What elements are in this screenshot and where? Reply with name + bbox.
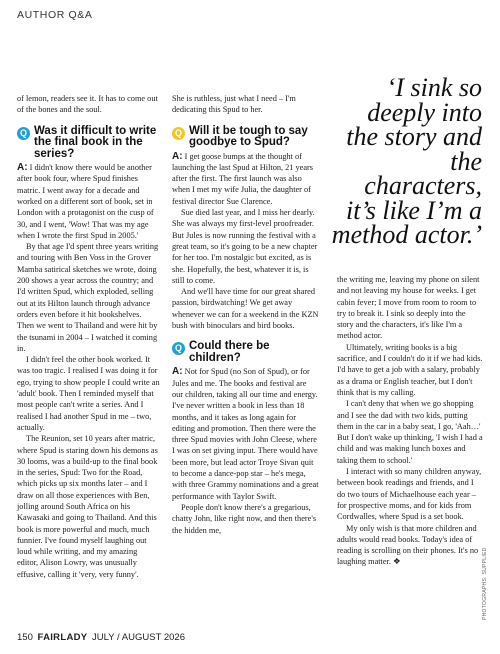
body-paragraph: I can't deny that when we go shopping and I see the dad with two kids, putting them in the car in a baby seat, I go, 'Aah…' But I don't wake up thinking, 'I wish I had a child and was making lunch boxes and taking them to school.' (337, 399, 483, 465)
answer-paragraph (172, 151, 319, 207)
issue-date: JULY / AUGUST 2026 (92, 632, 185, 643)
question-badge-icon: Q (172, 127, 185, 140)
answer-label: A: (172, 366, 183, 378)
answer-text: Not for Spud (no Son of Spud), or for Jules and me. The books and festival are our children, taking all our time and energy. I've never written a book in less than 18 months, and it takes as long again for editing and promotion. Then there were the three Spud movies with John Cleese, where I was on set giving input. There would have been more, but lead actor Troye Sivan quit to become a dance-pop star – he's mega, with three Grammy nominations and a great performance with Taylor Swift. (172, 367, 319, 501)
body-paragraph: the writing me, leaving my phone on silent and not leaving my house for weeks. I get cabin fever; I move from room to room to try to break it. I sink so deeply into the story and the characters, it's like I'm a method actor. (337, 275, 480, 341)
page-footer (17, 632, 185, 643)
final-paragraph-text: My only wish is that more children and adults would read books. Today's idea of reading is scrolling on their phones. It's no laughing matter. (337, 523, 479, 567)
body-paragraph: And we'll have time for our great shared passion, birdwatching! We get away whenever we can for a weekend in the KZN bush with binoculars and bird books. (172, 287, 319, 331)
question-heading-1 (17, 126, 160, 161)
answer-label: A: (172, 150, 183, 162)
body-paragraph: I didn't feel the other book worked. It was too tragic. I realised I was doing it for ego, trying to show people I could write an 'adult' book. Then I reminded myself that most people can't write a series. And I realised I had another Spud in me – two, actually. (17, 355, 160, 432)
question-heading-2 (172, 126, 319, 149)
answer-text: I get goose bumps at the thought of launching the last Spud at Hilton, 21 years after the first. The first launch was also when I met my wife Julia, the daughter of festival director Sue Clarence. (172, 151, 314, 206)
body-paragraph: Ultimately, writing books is a big sacrifice, and I couldn't do it if we had kids. I'd have to get a job with a salary, probably as a drama or English teacher, but I don't think that is my calling. (337, 342, 483, 397)
col1-lead-paragraph: of lemon, readers see it. It has to come out of the bones and the soul. (17, 94, 158, 115)
answer-paragraph (172, 366, 319, 502)
question-heading-3 (172, 341, 319, 364)
answer-text: I didn't know there would be another after book four, where Spud finishes matric. I went away for a decade and worked on a different sort of book, set in London with a protagonist on the cusp of 30, and I went, 'Wow! That was my age when I wrote the first Spud in 2005.' (17, 163, 154, 240)
body-paragraph: Sue died last year, and I miss her dearly. She was always my first-level proofreader. But Jules is now running the festival with a great team, so it's going to be a new chapter for her too. I'm nostalgic but excited, as is she. Hopefully, the best, whatever it is, is still to come. (172, 208, 318, 285)
column-1 (17, 93, 160, 580)
page-number: 150 (17, 632, 33, 643)
body-paragraph: The Reunion, set 10 years after matric, where Spud is staring down his demons as 30 looms, was a build-up to the final book in the series, Spud: Two for the Road, which picks up six months later – and I draw on all those experiences with Ben, jolling around South Africa on his Kawasaki and going to Thailand. And this book is more powerful and much, much funnier. I've found myself laughing out loud while writing, and my amazing editor, Alison Lowry, was unusually effusive, calling it 'very, very funny'. (17, 434, 158, 579)
end-mark-icon: ❖ (393, 557, 401, 567)
answer-paragraph (17, 162, 160, 241)
final-paragraph (337, 523, 483, 568)
question-title: Will it be tough to say goodbye to Spud? (189, 124, 308, 149)
body-paragraph: By that age I'd spent three years writing and touring with Ben Voss in the Grover Mamba satirical sketches we wrote, doing 200 shows a year across the country; and I'd written Spud, which exploded, selling out at its Hilton launch through advance orders even before it hit bookshelves. Then we went to Thailand and were hit by the tsunami in 2004 – I watched it coming in. (17, 242, 159, 353)
body-paragraph: People don't know there's a gregarious, chatty John, like right now, and then there's the hidden me, (172, 502, 317, 535)
answer-label: A: (17, 162, 28, 174)
question-badge-icon: Q (17, 127, 30, 140)
body-paragraph: I interact with so many children anyway, between book readings and friends, and I do two tours of Michaelhouse each year – for prospective moms, and for kids from Cordwalles, where Spud is a set book. (337, 467, 482, 522)
question-title: Was it difficult to write the final book in the series? (34, 124, 157, 160)
pull-quote: ‘I sink so deeply into the story and the characters, it’s like I’m a method actor.’ (331, 73, 482, 249)
question-title: Could there be children? (189, 340, 270, 364)
column-2 (172, 93, 319, 536)
section-label: AUTHOR Q&A (17, 9, 93, 21)
col2-lead-paragraph: She is ruthless, just what I need – I'm dedicating this Spud to her. (172, 94, 296, 115)
magazine-brand: FAIRLADY (37, 632, 88, 643)
column-3 (337, 274, 483, 568)
photo-credit: PHOTOGRAPHS: SUPPLIED (482, 547, 488, 620)
question-badge-icon: Q (172, 342, 185, 355)
